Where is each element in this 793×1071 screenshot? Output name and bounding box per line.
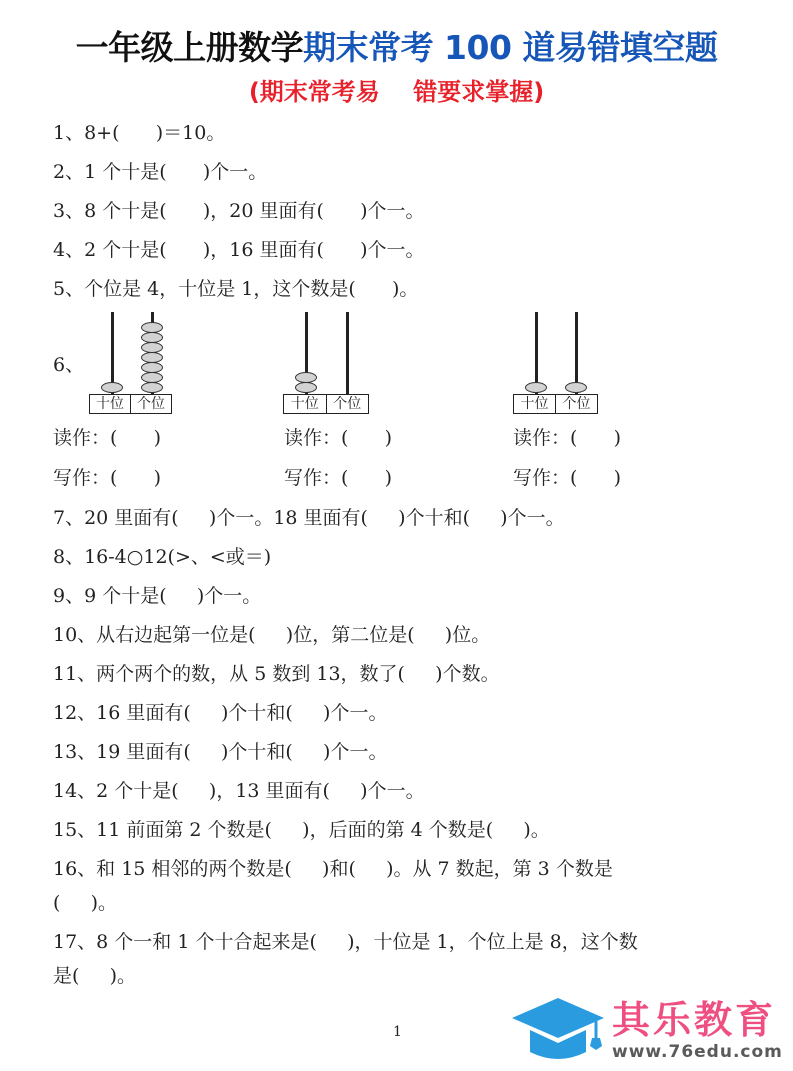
tens-label: 十位 xyxy=(290,396,319,412)
bead xyxy=(141,382,163,393)
question-15: 15、11 前面第 2 个数是( )，后面的第 4 个数是( )。 xyxy=(53,819,550,841)
page-number: 1 xyxy=(393,1024,402,1040)
read-as-1: 读作：( ) xyxy=(53,427,162,449)
bead xyxy=(141,372,163,383)
question-17: 17、8 个一和 1 个十合起来是( )，十位是 1，个位上是 8，这个数 xyxy=(53,931,638,953)
question-9: 9、9 个十是( )个一。 xyxy=(53,585,262,607)
bead xyxy=(295,372,317,383)
bead xyxy=(141,332,163,343)
page-title xyxy=(0,28,793,68)
brand-name: 其乐教育 xyxy=(612,998,777,1042)
question-16-continued: ( )。 xyxy=(53,892,118,914)
place-value-box xyxy=(89,394,172,414)
question-7: 7、20 里面有( )个一。18 里面有( )个十和( )个一。 xyxy=(53,507,565,529)
read-as-2: 读作：( ) xyxy=(284,427,393,449)
question-10: 10、从右边起第一位是( )位，第二位是( )位。 xyxy=(53,624,491,646)
bead xyxy=(141,352,163,363)
question-13: 13、19 里面有( )个十和( )个一。 xyxy=(53,741,388,763)
question-12: 12、16 里面有( )个十和( )个一。 xyxy=(53,702,388,724)
question-16: 16、和 15 相邻的两个数是( )和( )。从 7 数起，第 3 个数是 xyxy=(53,858,613,880)
bead xyxy=(565,382,587,393)
read-as-3: 读作：( ) xyxy=(513,427,622,449)
bead xyxy=(525,382,547,393)
write-as-1: 写作：( ) xyxy=(53,467,162,489)
graduation-cap-icon xyxy=(508,994,608,1066)
place-value-box xyxy=(513,394,598,414)
bead xyxy=(141,342,163,353)
tens-label: 十位 xyxy=(96,396,124,412)
question-4: 4、2 个十是( )，16 里面有( )个一。 xyxy=(53,239,425,261)
place-value-box xyxy=(283,394,369,414)
question-5: 5、个位是 4，十位是 1，这个数是( )。 xyxy=(53,278,419,300)
ones-label: 个位 xyxy=(130,395,171,413)
ones-label: 个位 xyxy=(555,395,597,413)
bead xyxy=(141,322,163,333)
tens-label: 十位 xyxy=(520,396,549,412)
question-1: 1、8+( )＝10。 xyxy=(53,122,226,144)
ones-rod xyxy=(346,312,349,396)
write-as-3: 写作：( ) xyxy=(513,467,622,489)
question-17-continued: 是( )。 xyxy=(53,965,137,987)
bead xyxy=(101,382,123,393)
title-part-grade: 一年级上册数学 xyxy=(75,28,304,67)
brand-url: www.76edu.com xyxy=(612,1042,783,1062)
ones-label: 个位 xyxy=(326,395,369,413)
title-part-topic: 期末常考 100 道易错填空题 xyxy=(303,28,718,67)
question-3: 3、8 个十是( )，20 里面有( )个一。 xyxy=(53,200,425,222)
page-subtitle: (期末常考易 错要求掌握) xyxy=(248,78,545,106)
question-8: 8、16-4○12(>、<或＝) xyxy=(53,546,272,568)
question-2: 2、1 个十是( )个一。 xyxy=(53,161,268,183)
question-6: 6、 xyxy=(53,354,85,376)
write-as-2: 写作：( ) xyxy=(284,467,393,489)
bead xyxy=(141,362,163,373)
bead xyxy=(295,382,317,393)
question-14: 14、2 个十是( )，13 里面有( )个一。 xyxy=(53,780,425,802)
question-11: 11、两个两个的数，从 5 数到 13，数了( )个数。 xyxy=(53,663,500,685)
